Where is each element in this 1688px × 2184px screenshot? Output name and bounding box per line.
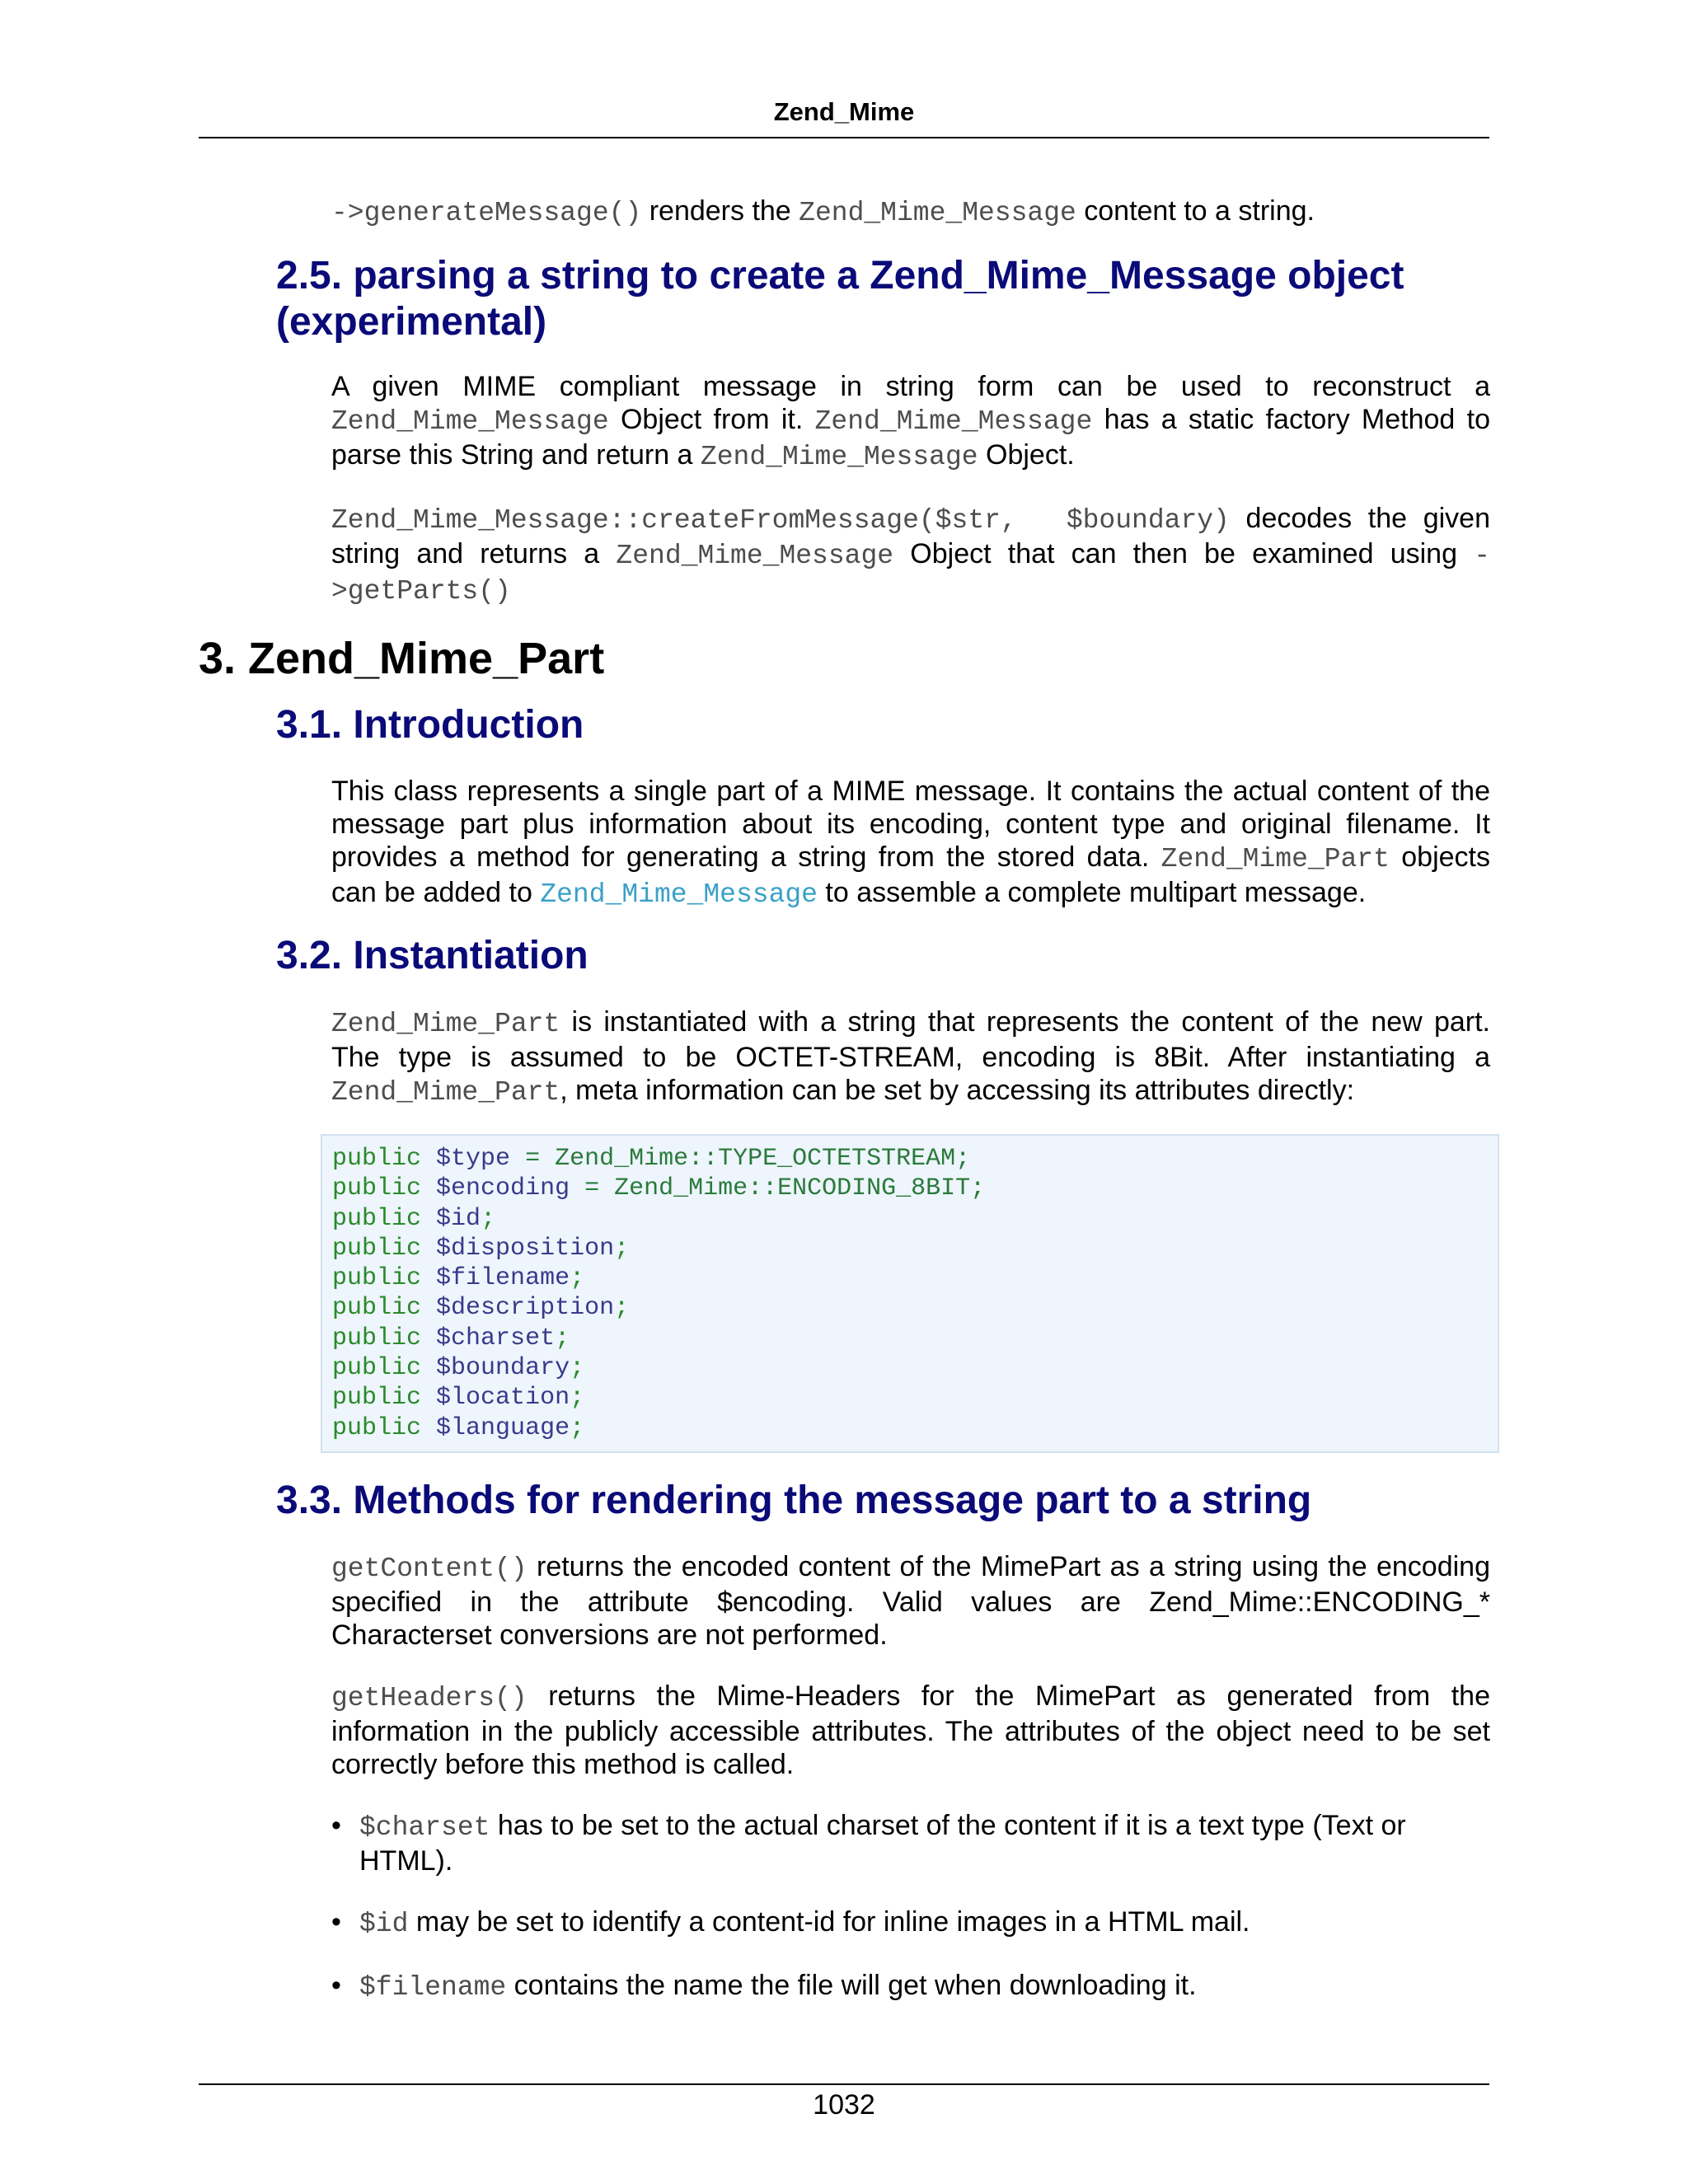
inline-code: Zend_Mime_Message	[799, 198, 1076, 228]
code-keyword: public	[332, 1204, 422, 1233]
text-run: contains the name the file will get when downloading it.	[506, 1969, 1197, 2001]
text-run: A given MIME compliant message in string form can be used to reconstruct a	[331, 371, 1490, 402]
paragraph-3-3-a	[331, 1550, 1490, 1652]
code-variable: $boundary	[436, 1354, 570, 1383]
code-keyword: public	[332, 1384, 422, 1413]
footer-rule	[199, 2083, 1489, 2085]
inline-code: $id	[359, 1908, 409, 1939]
inline-code: getContent()	[331, 1553, 528, 1584]
paragraph-3-1	[331, 775, 1490, 912]
code-variable: $description	[436, 1294, 615, 1323]
code-line	[332, 1234, 1488, 1263]
header-rule	[199, 137, 1489, 138]
code-variable: $id	[436, 1204, 481, 1233]
text-run: returns the Mime-Headers for the MimePart as generated from the information in the publicly accessible attributes. The attributes of the object need to be set correctly before this method is called.	[331, 1680, 1490, 1780]
code-keyword: public	[332, 1413, 422, 1442]
running-header: Zend_Mime	[773, 97, 915, 126]
bullet-icon: •	[331, 1969, 341, 2001]
heading-3-1: 3.1. Introduction	[276, 703, 584, 747]
zend-mime-message-link[interactable]: Zend_Mime_Message	[540, 879, 818, 910]
text-run: content to a string.	[1076, 195, 1315, 227]
inline-code: Zend_Mime_Message	[616, 541, 894, 571]
code-variable: $encoding	[436, 1174, 570, 1203]
heading-3-3: 3.3. Methods for rendering the message part to a string	[276, 1478, 1312, 1522]
code-line	[332, 1413, 1488, 1443]
text-run: Object that can then be examined using	[893, 538, 1475, 569]
text-run: This class represents a single part of a MIME message. It contains the actual content of the message part plus information about its encoding, content type and original filename. It provides a method for generating a string from the stored data.	[331, 776, 1490, 873]
code-line	[332, 1293, 1488, 1323]
heading-2-5: 2.5. parsing a string to create a Zend_Mime_Message object (experimental)	[276, 254, 1404, 344]
code-keyword: public	[332, 1354, 422, 1383]
text-run: decodes the given string and returns a	[331, 503, 1491, 569]
code-line	[332, 1144, 1488, 1174]
code-rest: ;	[614, 1234, 630, 1263]
code-rest: = Zend_Mime::ENCODING_8BIT;	[570, 1174, 986, 1203]
inline-code: Zend_Mime_Part	[331, 1009, 560, 1039]
inline-code: $charset	[359, 1811, 490, 1843]
code-rest: ;	[570, 1413, 585, 1442]
code-variable: $filename	[436, 1264, 570, 1293]
text-run: objects can be added to	[331, 841, 1490, 908]
code-keyword: public	[332, 1294, 422, 1323]
bullet-icon: •	[331, 1905, 341, 1938]
code-variable: $location	[436, 1384, 570, 1413]
code-rest: = Zend_Mime::TYPE_OCTETSTREAM;	[510, 1145, 971, 1173]
code-keyword: public	[332, 1234, 422, 1263]
code-line	[332, 1324, 1488, 1353]
text-run: has a static factory Method to parse this String and return a	[331, 404, 1490, 471]
code-line	[332, 1204, 1488, 1234]
text-run: is instantiated with a string that represents the content of the new part. The type is assumed to be OCTET-STREAM, encoding is 8Bit. After instantiating a	[331, 1006, 1490, 1073]
paragraph-3-3-b	[331, 1680, 1490, 1781]
inline-code: Zend_Mime_Part	[331, 1077, 560, 1108]
code-rest: ;	[570, 1354, 585, 1383]
bullet-icon: •	[331, 1809, 341, 1841]
code-keyword: public	[332, 1324, 422, 1352]
code-line	[332, 1353, 1488, 1383]
heading-3: 3. Zend_Mime_Part	[199, 634, 605, 683]
code-keyword: public	[332, 1174, 422, 1203]
list-item	[331, 1905, 1490, 1941]
list-item	[331, 1969, 1490, 2004]
inline-code: Zend_Mime_Part	[1160, 844, 1390, 874]
text-run: Object from it.	[608, 404, 815, 435]
code-keyword: public	[332, 1145, 422, 1173]
inline-code: getHeaders()	[331, 1682, 528, 1713]
code-rest: ;	[555, 1324, 570, 1352]
inline-code: Zend_Mime_Message::createFromMessage($str, $boundary)	[331, 505, 1230, 536]
text-run: renders the	[641, 195, 799, 227]
code-keyword: public	[332, 1264, 422, 1293]
inline-code: ->getParts()	[331, 541, 1491, 607]
paragraph-2-5-a	[331, 370, 1490, 474]
paragraph-3-2	[331, 1005, 1490, 1109]
code-block	[321, 1134, 1499, 1453]
code-variable: $type	[436, 1145, 511, 1173]
inline-code: $filename	[359, 1971, 507, 2003]
attribute-bullet-list	[331, 1809, 1490, 2004]
code-rest: ;	[614, 1294, 630, 1323]
page-number: 1032	[813, 2089, 875, 2121]
text-run: may be set to identify a content-id for inline images in a HTML mail.	[408, 1905, 1250, 1938]
text-run: , meta information can be set by accessing its attributes directly:	[560, 1075, 1355, 1106]
text-run: returns the encoded content of the MimePart as a string using the encoding specified in the attribute $encoding. Valid values are Zend_Mime::ENCODING_* Characterset conversions are not performed.	[331, 1550, 1490, 1651]
page-content	[0, 194, 1688, 2004]
code-line	[332, 1383, 1488, 1413]
inline-code: ->generateMessage()	[331, 198, 642, 228]
inline-code: Zend_Mime_Message	[814, 406, 1093, 437]
text-run: has to be set to the actual charset of the content if it is a text type (Text or HTML).	[359, 1809, 1406, 1877]
code-line	[332, 1174, 1488, 1203]
code-variable: $disposition	[436, 1234, 615, 1263]
text-run: to assemble a complete multipart message.	[817, 877, 1367, 908]
text-run: Object.	[978, 439, 1075, 471]
list-item	[331, 1809, 1490, 1877]
code-variable: $charset	[436, 1324, 556, 1352]
code-rest: ;	[570, 1264, 585, 1293]
code-line	[332, 1263, 1488, 1293]
code-rest: ;	[570, 1384, 585, 1413]
inline-code: Zend_Mime_Message	[700, 442, 978, 472]
intro-paragraph	[331, 194, 1490, 230]
heading-3-2: 3.2. Instantiation	[276, 934, 588, 977]
code-rest: ;	[481, 1204, 496, 1233]
paragraph-2-5-b	[331, 502, 1490, 608]
code-variable: $language	[436, 1413, 570, 1442]
inline-code: Zend_Mime_Message	[331, 406, 609, 437]
